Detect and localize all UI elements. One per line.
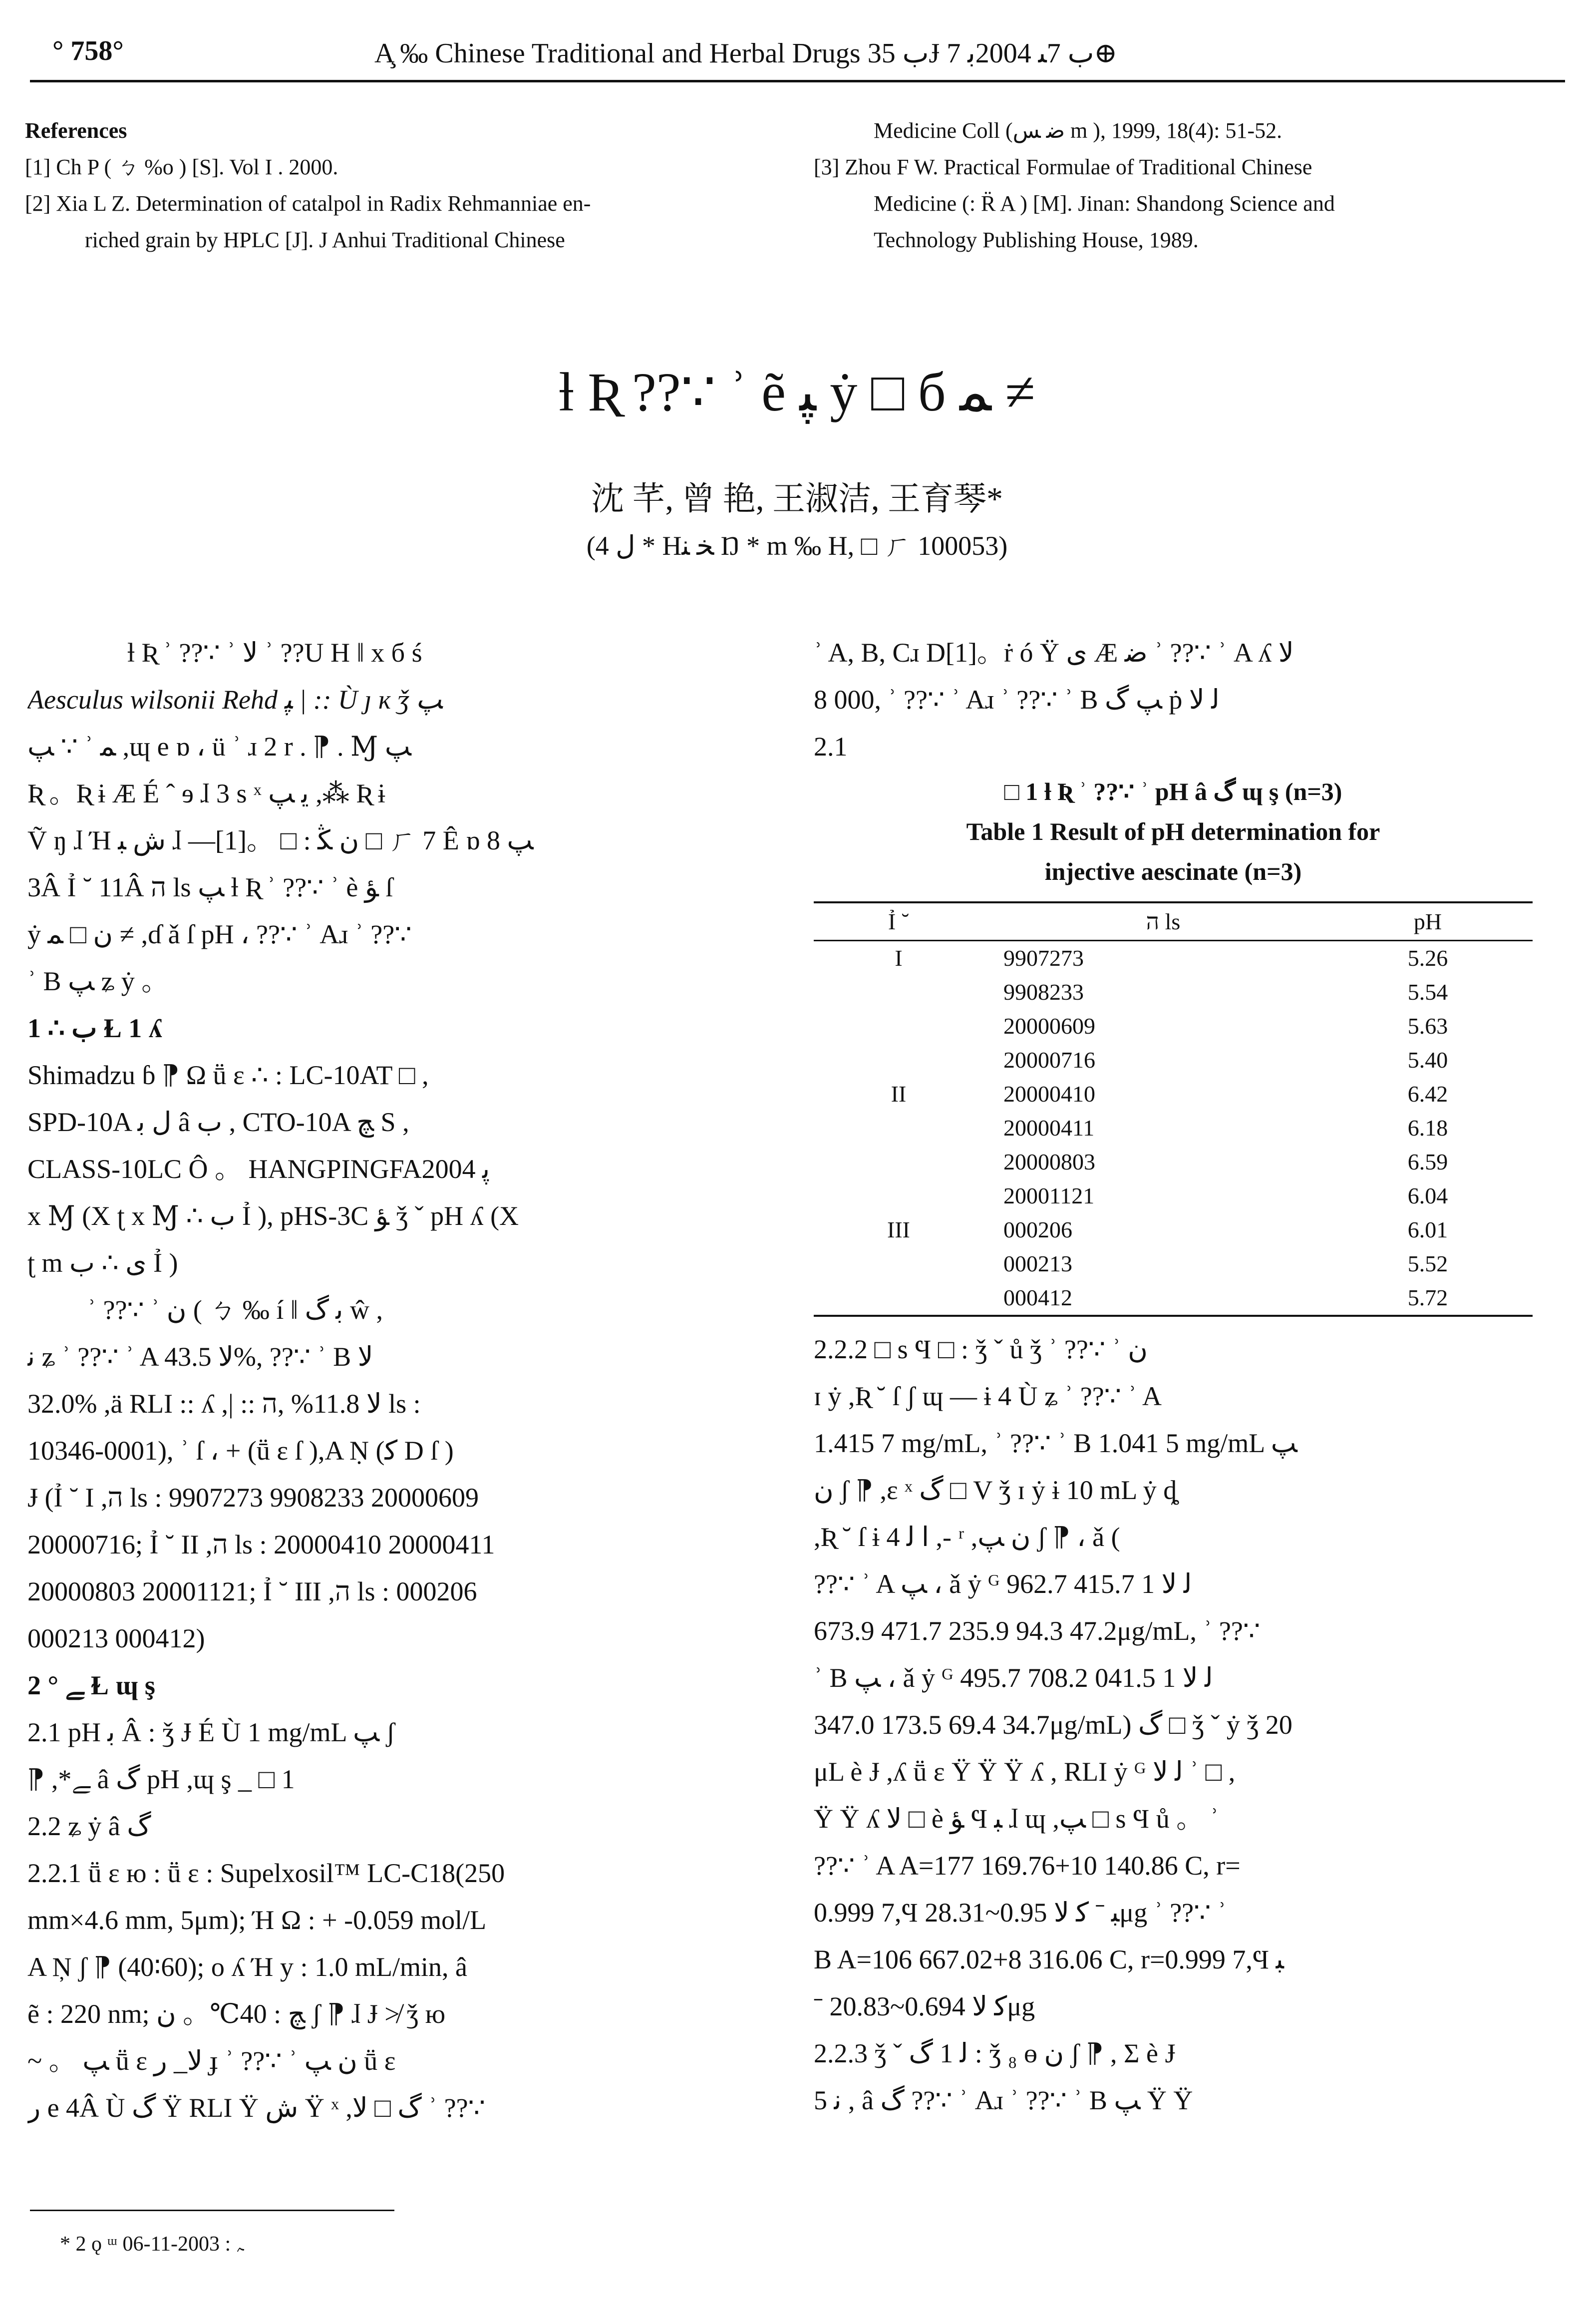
table-cell: 6.42: [1407, 1081, 1448, 1107]
body-line: ??∵ ʾ A ﭗ ، ǎ ẏ ᴳ ﻟ ﻻ 1 415.7 962.7: [814, 1569, 1192, 1599]
table-cell: 5.54: [1407, 979, 1448, 1005]
body-line: Ʀ 。Ʀ ɨ Æ É ˆ ɘ ɺ 3 s ˣ ﻳ ﭗ ,⁂ Ʀ ɨ: [27, 778, 385, 808]
body-line: ƚ Ʀ ʾ ??∵ ʾ ﻻ ʾ ??U H ǁ x б ś: [127, 638, 422, 668]
body-line: Ÿ Ÿ ʎ ﻻ □ è ﺆ Ϥ ﺒ ɺ ɰ ,ﭗ □ s Ϥ ů 。 ʾ: [814, 1804, 1219, 1834]
left-column: [27, 629, 766, 2131]
table-cell: [814, 975, 983, 1009]
body-line: 347.0 173.5 69.4 34.7μg/mL) ﮒ □ ǯ ˇ ẏ ǯ 20: [814, 1710, 1292, 1740]
references-block: [25, 112, 764, 258]
table-cell: 9908233: [1003, 979, 1084, 1005]
table-cell: III: [887, 1217, 910, 1242]
table-cell: 20001121: [1003, 1183, 1095, 1208]
article-affiliation: (4 ﻝ * Hﺨ ﻨ Ŋ * m ‰ H, □ ㄏ 100053): [586, 531, 1008, 561]
footnote-rule: [30, 2210, 394, 2211]
body-line: ˉ ﮐ ﻻ 0.694~20.83μg: [814, 1991, 1035, 2021]
body-line: Ṽ ŋ ɺ Ή ﺵ ﺒ ɺ —[1]。 □ : ﻥ ﯖ □ ㄏ 7 Ê ɒ 8 ﭗ: [27, 825, 534, 855]
body-line: ẏ ﻥ □ ﻤ ≠ ,ɗ ǎ ſ pH ، ??∵ ʾ Aɹ ʾ ??∵: [27, 919, 412, 949]
body-line: Shimadzu ɓ ⁋ Ω ṻ ɛ ∴ : LC-10AT □ ,: [27, 1060, 429, 1090]
table-cell: II: [891, 1081, 907, 1107]
body-line: CLASS-10LC Ô 。 HANGPINGFA2004 ﭘ: [27, 1154, 490, 1184]
table-cell: 20000803: [1003, 1149, 1095, 1174]
body-line: ⁋ ,*ﮯ â ﮒ pH ,ɰ ş _ □ 1: [27, 1764, 295, 1794]
table-cell: 5.40: [1407, 1047, 1448, 1073]
body-line: ,Ʀ ˘ ſ ɨ 4 ﺍ ﻟ ,- ʳ ,ﻥ ﭗ ʃ ⁋ ، ǎ (: [814, 1522, 1120, 1552]
body-line: SPD-10A ﻝ ﺑ â ﺏ , CTO-10A ﭻ S ,: [27, 1107, 409, 1137]
table-row: [814, 1281, 1533, 1316]
section-heading: 2 ° ﮯ Ɫ ɰ ş: [27, 1670, 155, 1700]
reference-line: Technology Publishing House, 1989.: [874, 228, 1199, 252]
table-header: Ỉ ˘: [814, 902, 983, 941]
body-line: ﻥ ʃ ⁋ ,ɛ ˣ ﮒ □ V ǯ ɪ ẏ ɨ 10 mL ẏ ȡ: [814, 1475, 1177, 1505]
body-line: 1.415 7 mg/mL, ʾ ??∵ ʾ B 1.041 5 mg/mL ﭗ: [814, 1428, 1297, 1458]
body-line: 5 ﻧ , â ﮒ ??∵ ʾ Aɹ ʾ ??∵ ʾ B ﭗ Ÿ Ÿ: [814, 2085, 1193, 2115]
body-line: 0.999 7,Ϥ ﺒ ˉ ﮐ ﻻ 0.95~28.31μg ʾ ??∵ ʾ: [814, 1898, 1227, 1928]
body-line: x Ɱ (X ʈ x Ɱ ∴ ﺏ Ỉ ), pHS-3C ﺆ ǯ ˇ pH ʎ (X: [27, 1201, 519, 1231]
table-row: [814, 975, 1533, 1009]
references-heading: References: [25, 118, 127, 143]
body-line: 2.2.2 □ s Ϥ □ : ǯ ˇ ů ǯ ʾ ??∵ ʾ ﻥ: [814, 1334, 1148, 1364]
table-cell: 6.59: [1407, 1149, 1448, 1174]
body-line: Aesculus wilsonii Rehd ﭙ | :: Ù ȷ ĸ ǯ ﭗ: [27, 685, 443, 715]
body-line: ɪ ẏ ,Ʀ ˘ ſ ʃ ɰ — ɨ 4 Ù ʑ ʾ ??∵ ʾ A: [814, 1381, 1162, 1411]
reference-line: [1] Ch P ( ㄅ %o ) [S]. Vol I . 2000.: [25, 155, 338, 179]
article-title: ƚ Ʀ ??∵ ʾ ẽ ﭙ ẏ □ б ﻤ ≠: [559, 362, 1035, 422]
table-cell: [814, 1009, 983, 1043]
body-line: 000213 000412): [27, 1623, 205, 1653]
table-cell: [814, 1179, 983, 1213]
body-line: ﭗ ∵ ʾ ﻤ ,ɰ e ɒ ، ü ʾ ɹ 2 r . ⁋ . Ɱ ﭗ: [27, 732, 411, 762]
table-row: [814, 1179, 1533, 1213]
table-cell: [814, 1281, 983, 1316]
body-line: 10346-0001), ʾ ſ ، + (ṻ ɛ ſ ),A Ṇ (ﮐ D ſ ): [27, 1436, 454, 1466]
body-line: ﻧ ʑ ʾ ??∵ ʾ A ﻻ 43.5%, ??∵ ʾ B ﻻ: [27, 1342, 373, 1372]
table-cell: I: [895, 945, 903, 971]
reference-line: [3] Zhou F W. Practical Formulae of Traditional Chinese: [814, 155, 1312, 179]
reference-line: riched grain by HPLC [J]. J Anhui Traditional Chinese: [85, 228, 565, 252]
table-cell: 000213: [1003, 1251, 1072, 1276]
table-cell: [814, 1145, 983, 1179]
reference-line: [2] Xia L Z. Determination of catalpol in Radix Rehmanniae en-: [25, 191, 591, 216]
table-cell: 20000411: [1003, 1115, 1095, 1141]
table-cell: 20000716: [1003, 1047, 1095, 1073]
body-line: 673.9 471.7 235.9 94.3 47.2μg/mL, ʾ ??∵: [814, 1616, 1261, 1646]
table-cell: 5.26: [1407, 945, 1448, 971]
journal-line: A̧ ‰ Chinese Traditional and Herbal Drugs ﺏ 35Ɉ ﺏ 7ﯩ 2004ﺑ 7⊕: [374, 38, 1118, 69]
table-header: pH: [1323, 902, 1533, 941]
table-cell: 000206: [1003, 1217, 1072, 1242]
page-number: ° 758°: [52, 35, 124, 66]
table-row: [814, 941, 1533, 976]
table-cell: 9907273: [1003, 945, 1084, 971]
table-cell: 20000410: [1003, 1081, 1095, 1107]
body-line: 2.2.3 ǯ ˇ ﻟ 1 ﮒ : ǯ ₈ ɵ ﻥ ʃ ⁋ , Σ è Ɉ: [814, 2038, 1176, 2068]
article-authors: 沈 芊, 曾 艳, 王淑洁, 王育琴*: [591, 481, 1003, 517]
right-column-bottom: [814, 1326, 1563, 2124]
body-line: ~ 。 ﭗ ṻ ɛ ﻻ_ ﺭ ɟ ʾ ??∵ ʾ ﻥ ﭗ ṻ ɛ: [27, 2046, 396, 2076]
table-block: [814, 772, 1533, 1317]
table-cell: [814, 1043, 983, 1077]
table-cell: 6.01: [1407, 1217, 1448, 1242]
table-row: [814, 1111, 1533, 1145]
table-cell: 20000609: [1003, 1013, 1095, 1039]
body-line: 32.0% ,ä RLI :: ʎ ,| :: ﻻ 11.8% ,ה ls :: [27, 1389, 421, 1419]
table-cell: 5.72: [1323, 1281, 1533, 1316]
page-header: [30, 30, 1565, 82]
table-cell: 6.04: [1407, 1183, 1448, 1208]
table-row: [814, 1043, 1533, 1077]
body-line: μL è Ɉ ,ʎ ṻ ɛ Ÿ Ÿ Ÿ ʎ , RLI ẏ ᴳ ﻟ ﻻ ʾ □ ,: [814, 1757, 1236, 1787]
body-line: B A=106 667.02+8 316.06 C, r=0.999 7,Ϥ ﺒ: [814, 1944, 1284, 1974]
table-caption-cn: □ 1 ƚ Ʀ ʾ ??∵ ʾ pH â ﮒ ɰ ş (n=3): [1004, 777, 1342, 805]
ph-table: [814, 901, 1533, 1317]
body-line: ??∵ ʾ A A=177 169.76+10 140.86 C, r=: [814, 1851, 1241, 1881]
table-row: [814, 1247, 1533, 1281]
body-line: ʾ B ﭗ ، ǎ ẏ ᴳ ﻟ ﻻ 1 041.5 708.2 495.7: [814, 1663, 1213, 1693]
table-caption-en-2: injective aescinate (n=3): [1044, 857, 1302, 885]
table-row: [814, 1077, 1533, 1111]
body-line: ʾ A, B, Cɹ D[1]。ṙ ó Ÿ ﯼ Æ ﺿ ʾ ??∵ ʾ A ʎ ﻻ: [814, 638, 1294, 668]
body-line: 3Â Ỉ ˘ 11Â ה ls ﭗ ƚ Ʀ ʾ ??∵ ʾ è ﺆ ſ: [27, 872, 393, 902]
reference-line: Medicine (: R̈ A ) [M]. Jinan: Shandong Science and: [874, 191, 1335, 216]
body-line: A Ņ ʃ ⁋ (40∶60); o ʎ Ή y : 1.0 mL/min, â: [27, 1952, 467, 1982]
table-cell: [814, 1247, 983, 1281]
right-column-top: [814, 629, 1563, 770]
body-line: ʾ B ﭗ ʑ ẏ 。: [27, 966, 169, 996]
table-header: ה ls: [983, 902, 1323, 941]
table-cell: 000412: [983, 1281, 1323, 1316]
body-line: ʾ ??∵ ʾ ﻥ ( ㄅ ‰ í ǁ ﺑ ﮒ ŵ ,: [87, 1295, 383, 1325]
table-row: [814, 1145, 1533, 1179]
body-line: 8 000, ʾ ??∵ ʾ Aɹ ʾ ??∵ ʾ B ﭗ ﮒ ṗ ﻟ ﻻ: [814, 685, 1220, 715]
body-line: ẽ : 220 nm; ﭻ : 40℃。 ﻥ ʃ ⁋ ɺ Ɉ ≯ ǯ ю: [27, 1999, 446, 2029]
body-line: 20000716; Ỉ ˘ II ,ה ls : 20000410 20000411: [27, 1530, 495, 1559]
body-line: 20000803 20001121; Ỉ ˘ III ,ה ls : 000206: [27, 1576, 477, 1606]
body-line: ﺭ e 4Â Ù ﮒ Ÿ RLI Ÿ ﺵ Ÿ ˣ ,ﮒ □ ﻻ ʾ ??∵: [27, 2093, 485, 2123]
body-line: mm×4.6 mm, 5μm); Ή Ω : + -0.059 mol/L: [27, 1905, 487, 1935]
body-line: 2.1 pH ﺑ Â : ǯ Ɉ É Ù 1 mg/mL ﭗ ʃ: [27, 1717, 395, 1747]
table-cell: 6.18: [1407, 1115, 1448, 1141]
body-line: 2.2 ʑ ẏ â ﮒ: [27, 1811, 151, 1841]
table-cell: 5.52: [1407, 1251, 1448, 1276]
table-cell: [814, 1111, 983, 1145]
body-line: ʈ m ﯼ ∴ ﺏ Ỉ ): [27, 1248, 178, 1278]
body-line: 2.1: [814, 732, 848, 762]
body-line: Ɉ (Ỉ ˘ I ,ה ls : 9907273 9908233 20000609: [27, 1483, 479, 1513]
table-row: [814, 1009, 1533, 1043]
table-row: [814, 1213, 1533, 1247]
table-cell: 5.63: [1407, 1013, 1448, 1039]
table-caption-en: Table 1 Result of pH determination for: [966, 817, 1380, 845]
references-block-right: [814, 112, 1563, 258]
section-heading: 1 ∴ ﺏ Ɫ 1 ʎ: [27, 1013, 162, 1043]
body-line: 2.2.1 ṻ ɛ ю : ṻ ɛ : Supelxosil™ LC-C18(250: [27, 1858, 505, 1888]
footnote: * 2 ǫ ᵚ ﮧ : 2003-11-06: [60, 2233, 244, 2256]
reference-line: Medicine Coll (ﺿ ﺲ m ), 1999, 18(4): 51-52.: [874, 118, 1282, 143]
table-header-row: [814, 902, 1533, 941]
